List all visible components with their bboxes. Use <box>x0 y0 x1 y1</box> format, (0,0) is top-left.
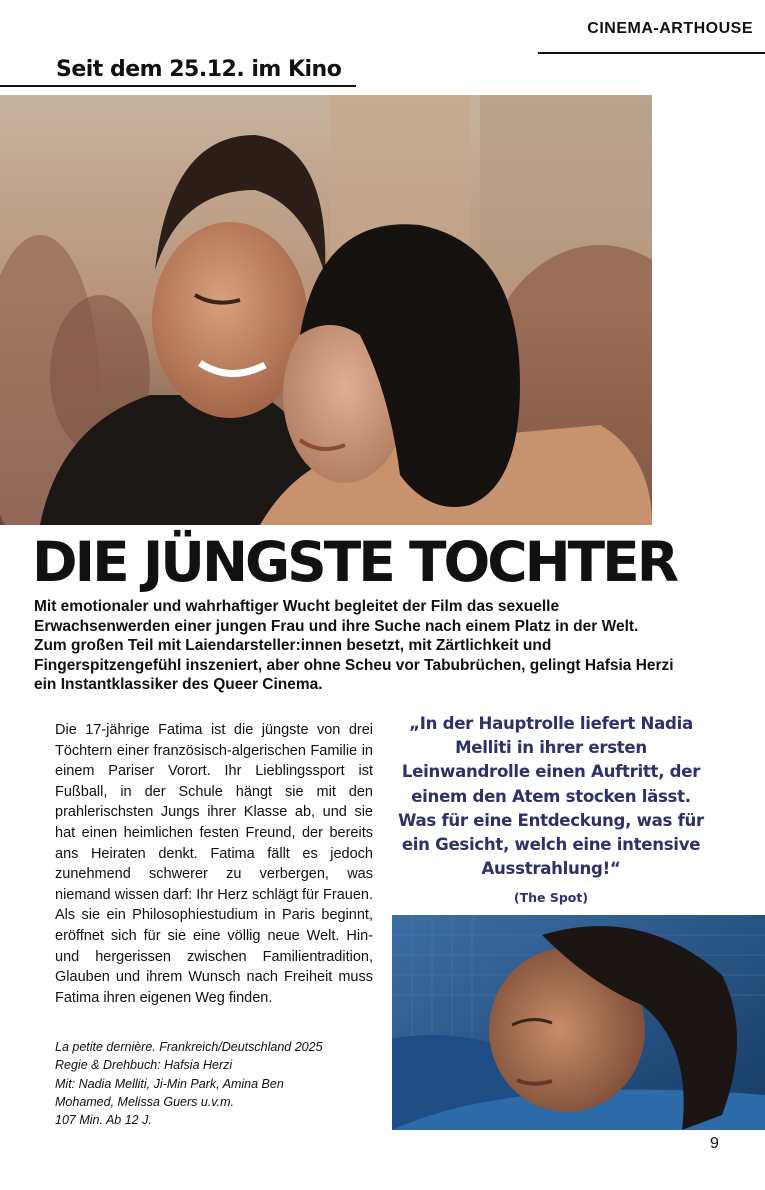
quote-source: (The Spot) <box>513 890 589 905</box>
credit-title: La petite dernière. Frankreich/Deutschland 2025 <box>55 1040 323 1054</box>
hero-photo <box>0 95 652 525</box>
page-number: 9 <box>710 1135 719 1152</box>
lead-paragraph: Mit emotionaler und wahrhaftiger Wucht begleitet der Film das sexuelle Erwachsenwerden einer jungen Frau und ihre Suche nach einem Platz in der Welt. Zum großen Teil mit Laiendarsteller:innen besetzt, mit Zärtlichkeit und Fingerspitzengefühl inszeniert, aber ohne Scheu vor Tabubrüchen, gelingt Hafsia Herzi ein Instantklassiker des Queer Cinema. <box>34 598 674 693</box>
section-rule <box>538 52 765 54</box>
body-text: Die 17-jährige Fatima ist die jüngste von drei Töchtern einer französisch-algerischen Familie in einem Pariser Vorort. Ihr Lieblingssport ist Fußball, in der Schule hängt sie mit den prahlerischsten Jungs ihrer Klasse ab, und sie hat einen heimlichen festen Freund, der bereits ans Heiraten denkt. Fatima fällt es jedoch zunehmend schwerer zu verbergen, was niemand wissen darf: Ihr Herz schlägt für Frauen. Als sie ein Philosophiestudium in Paris beginnt, eröffnet sich für sie eine völlig neue Welt. Hin- und hergerissen zwischen Familientradition, Glauben und ihrem Wunsch nach Freiheit muss Fatima ihren eigenen Weg finden. <box>55 722 373 1006</box>
section-label: CINEMA-ARTHOUSE <box>587 20 753 37</box>
credit-cast-continued: Mohamed, Melissa Guers u.v.m. <box>55 1094 234 1109</box>
headline: DIE JÜNGSTE TOCHTER <box>32 530 677 594</box>
credit-director: Regie & Drehbuch: Hafsia Herzi <box>55 1058 233 1073</box>
film-still-photo <box>392 915 765 1130</box>
release-rule <box>0 85 356 87</box>
credit-cast: Mit: Nadia Melliti, Ji-Min Park, Amina Ben <box>55 1076 284 1091</box>
release-date: Seit dem 25.12. im Kino <box>56 57 342 82</box>
credit-runtime: 107 Min. Ab 12 J. <box>55 1113 152 1128</box>
film-credits <box>55 1038 385 1129</box>
pull-quote: „In der Hauptrolle liefert Nadia Melliti in ihrer ersten Leinwandrolle einen Auftritt, der einem den Atem stocken lässt. Was für eine Entdeckung, was für ein Gesicht, welch eine intensive Ausstrahlung!“ <box>398 714 704 879</box>
